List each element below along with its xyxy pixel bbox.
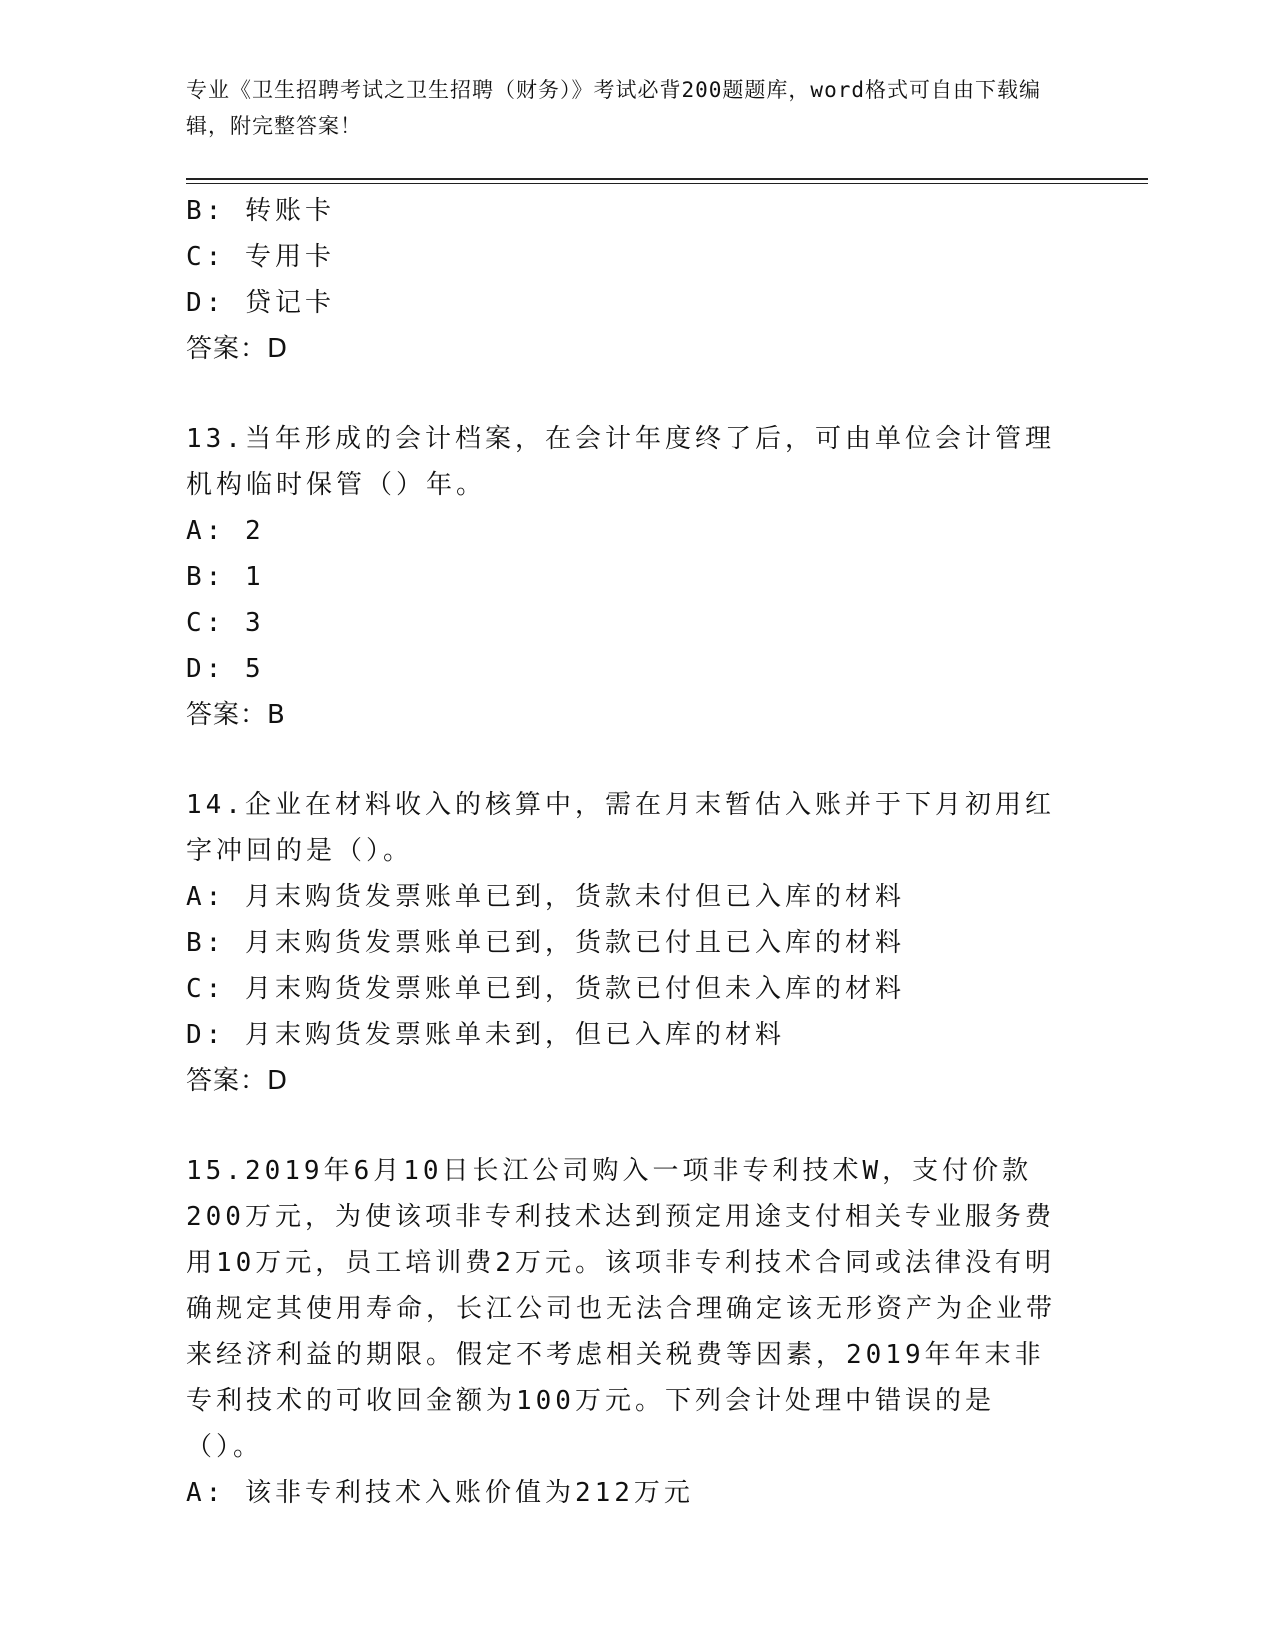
option-d: D: 月末购货发票账单未到，但已入库的材料 xyxy=(186,1020,785,1050)
option-a: A: 该非专利技术入账价值为212万元 xyxy=(186,1478,694,1508)
question-15 xyxy=(186,1148,1086,1516)
question-stem: 15.2019年6月10日长江公司购入一项非专利技术W，支付价款200万元，为使该项非专利技术达到预定用途支付相关专业服务费用10万元，员工培训费2万元。该项非专利技术合同或法律没有明确规定其使用寿命，长江公司也无法合理确定该无形资产为企业带来经济利益的期限。假定不考虑相关税费等因素，2019年年末非专利技术的可收回金额为100万元。下列会计处理中错误的是（）。 xyxy=(186,1156,1057,1462)
document-header xyxy=(186,72,1066,144)
question-list xyxy=(186,188,1086,1516)
option-c: C: 3 xyxy=(186,608,265,638)
option-b: B: 转账卡 xyxy=(186,196,335,226)
question-12 xyxy=(186,188,1086,372)
question-14 xyxy=(186,782,1086,1104)
spacer xyxy=(186,738,1086,782)
option-c: C: 月末购货发票账单已到，货款已付但未入库的材料 xyxy=(186,974,905,1004)
option-d: D: 贷记卡 xyxy=(186,288,335,318)
spacer xyxy=(186,1104,1086,1148)
option-a: A: 月末购货发票账单已到，货款未付但已入库的材料 xyxy=(186,882,905,912)
question-stem: 14.企业在材料收入的核算中，需在月末暂估入账并于下月初用红字冲回的是（）。 xyxy=(186,790,1055,866)
answer: 答案：D xyxy=(186,334,289,364)
spacer xyxy=(186,372,1086,416)
option-a: A: 2 xyxy=(186,516,265,546)
answer: 答案：D xyxy=(186,1066,289,1096)
header-divider-thin xyxy=(186,183,1148,184)
option-c: C: 专用卡 xyxy=(186,242,335,272)
option-b: B: 1 xyxy=(186,562,265,592)
question-13 xyxy=(186,416,1086,738)
option-b: B: 月末购货发票账单已到，货款已付且已入库的材料 xyxy=(186,928,905,958)
option-d: D: 5 xyxy=(186,654,265,684)
header-divider-thick xyxy=(186,178,1148,180)
answer: 答案：B xyxy=(186,700,286,730)
question-stem: 13.当年形成的会计档案，在会计年度终了后，可由单位会计管理机构临时保管（）年。 xyxy=(186,424,1055,500)
header-title: 专业《卫生招聘考试之卫生招聘（财务）》考试必背200题题库，word格式可自由下载编辑，附完整答案！ xyxy=(186,78,1041,138)
